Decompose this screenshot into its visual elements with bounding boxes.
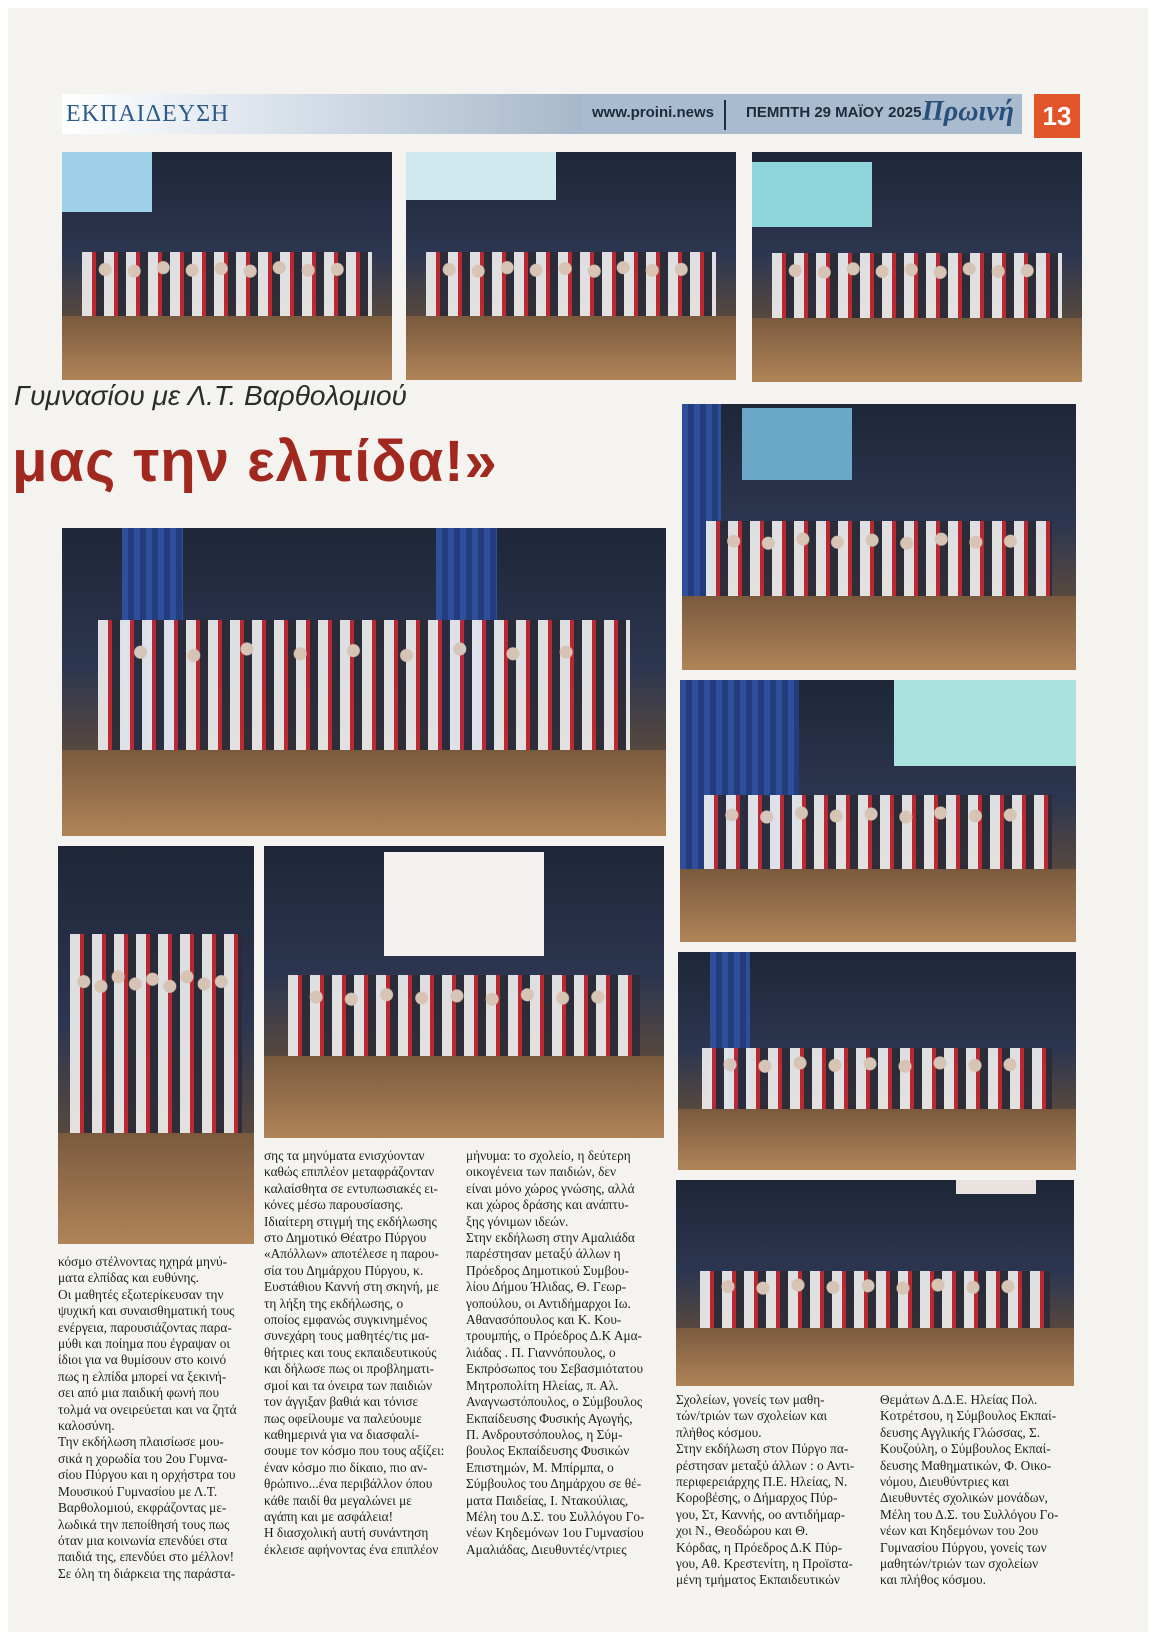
page-number: 13 xyxy=(1034,94,1080,138)
stage-floor xyxy=(752,318,1082,382)
article-line: κόνες μέσω παρουσίασης. xyxy=(264,1197,404,1213)
projection-screen xyxy=(384,852,544,956)
stage-floor xyxy=(406,316,736,380)
photo-group-on-stage xyxy=(62,528,666,836)
projection-screen xyxy=(894,680,1076,766)
article-line: Μουσικού Γυμνασίου με Λ.Τ. xyxy=(58,1483,218,1499)
article-line: συνεχάρη τους μαθητές/τις μα- xyxy=(264,1328,430,1344)
article-line: μύθι και ποίημα που έγραψαν οι xyxy=(58,1336,230,1352)
article-line: περιφερειάρχης Π.Ε. Ηλείας, Ν. xyxy=(676,1474,848,1490)
photo-students-seated-on-stage xyxy=(676,1180,1074,1386)
article-line: νέων Κηδεμόνων 1ου Γυμνασίου xyxy=(466,1525,644,1541)
article-line: τών/τριών των σχολείων και xyxy=(676,1408,828,1424)
projection-screen xyxy=(752,162,872,227)
projection-screen xyxy=(956,1180,1036,1194)
article-line: και χώρος δράσης και ανάπτυ- xyxy=(466,1197,629,1213)
article-line: ίδιοι για να θυμίσουν στο κοινό xyxy=(58,1352,227,1368)
article-line: Θεμάτων Δ.Δ.Ε. Ηλείας Πολ. xyxy=(880,1392,1038,1407)
article-column-2 xyxy=(264,1148,460,1558)
projection-screen xyxy=(406,152,556,200)
article-line: θήτριες και τους εκπαιδευτικούς xyxy=(264,1344,437,1360)
photo-choir-with-piano xyxy=(264,846,664,1138)
article-line: Εκπρόσωπος του Σεβασμιότατου xyxy=(466,1361,644,1377)
header-divider xyxy=(724,100,726,130)
article-column-4 xyxy=(676,1392,868,1589)
website-link[interactable]: www.proini.news xyxy=(592,104,714,121)
article-line: Γυμνασίου Πύργου, γονείς των xyxy=(880,1539,1047,1555)
stage-floor xyxy=(682,596,1076,670)
photo-stage-performance-1 xyxy=(62,152,392,380)
article-line: οποίος εμφανώς συγκινημένος xyxy=(264,1312,428,1328)
article-line: ενέργεια, παρουσιάζοντας παρα- xyxy=(58,1319,232,1335)
article-line: Σχολείων, γονείς των μαθη- xyxy=(676,1392,825,1407)
article-column-1 xyxy=(58,1254,254,1582)
article-line: ρέστησαν μεταξύ άλλων : ο Αντι- xyxy=(676,1457,855,1473)
article-line: σμοί και τα όνειρα των παιδιών xyxy=(264,1377,432,1393)
article-line: καθώς επιπλέον μεταφράζονταν xyxy=(264,1164,435,1180)
stage-floor xyxy=(58,1133,254,1244)
article-line: έκλεισε αφήνοντας ένα επιπλέον xyxy=(264,1541,439,1557)
photo-choir-with-screen xyxy=(682,404,1076,670)
article-line: μένη τμήματος Εκπαιδευτικών xyxy=(676,1572,840,1588)
article-line: πως οφείλουμε να παλεύουμε xyxy=(264,1410,422,1426)
article-line: Σύμβουλος του Δημάρχου σε θέ- xyxy=(466,1476,642,1492)
article-line: γοπούλου, οι Αντιδήμαρχοι Ιω. xyxy=(466,1295,631,1311)
article-line: μαθητών/τριών των σχολείων xyxy=(880,1556,1039,1572)
photo-choir-singing xyxy=(678,952,1076,1170)
article-line: σία του Δημάρχου Πύργου, κ. xyxy=(264,1262,424,1278)
article-line: Ευστάθιου Καννή στη σκηνή, με xyxy=(264,1279,440,1295)
article-line: σουμε τον κόσμο που τους αξίζει: xyxy=(264,1443,445,1459)
article-line: Ιδιαίτερη στιγμή της εκδήλωσης xyxy=(264,1213,437,1229)
article-line: ξης γόνιμων ιδεών. xyxy=(466,1213,569,1229)
article-line: θρώπινο...ένα περιβάλλον όπου xyxy=(264,1476,433,1492)
article-line: σει από μια παιδική φωνή που xyxy=(58,1385,220,1401)
photo-speaker-with-microphone xyxy=(58,846,254,1244)
article-line: καθημερινά για να διασφαλί- xyxy=(264,1426,420,1442)
article-line: σικά η χορωδία του 2ου Γυμνα- xyxy=(58,1450,228,1466)
article-line: τρουμπής, ο Πρόεδρος Δ.Κ Αμα- xyxy=(466,1328,642,1344)
article-line: λιάδας . Π. Γιαννόπουλος, ο xyxy=(466,1344,616,1360)
article-line: Βαρθολομιού, εκφράζοντας με- xyxy=(58,1500,227,1516)
article-line: τον άγγιξαν βαθιά και τόνισε xyxy=(264,1394,419,1410)
projection-screen xyxy=(742,408,852,480)
article-line: γου, Στ, Καννής, οο αντιδήμαρ- xyxy=(676,1506,846,1522)
article-line: δευσης Αγγλικής Γλώσσας, Σ. xyxy=(880,1424,1041,1440)
article-line: όταν μια κοινωνία επενδύει στα xyxy=(58,1532,228,1548)
article-line: Κουζούλη, ο Σύμβουλος Εκπαί- xyxy=(880,1441,1051,1457)
article-line: Διευθυντές σχολικών μονάδων, xyxy=(880,1490,1048,1506)
article-line: νόμου, Διευθύντριες και xyxy=(880,1474,1010,1490)
article-line: Μέλη του Δ.Σ. του Συλλόγου Γο- xyxy=(466,1508,645,1524)
headline-subtitle: Γυμνασίου με Λ.Τ. Βαρθολομιού xyxy=(14,380,407,411)
article-line: Επιστημών, Μ. Μπίρμπα, ο xyxy=(466,1459,614,1475)
article-line: και πλήθος κόσμου. xyxy=(880,1572,986,1588)
article-line: νέων και Κηδεμόνων του 2ου xyxy=(880,1523,1039,1539)
article-line: Στην εκδήλωση στην Αμαλιάδα xyxy=(466,1230,635,1246)
article-line: ματα ελπίδας και ευθύνης. xyxy=(58,1270,200,1286)
article-line: στο Δημοτικό Θέατρο Πύργου xyxy=(264,1230,427,1246)
photo-ribbon-dance xyxy=(406,152,736,380)
article-line: αγάπη και με ασφάλεια! xyxy=(264,1508,394,1524)
article-line: καλοσύνη. xyxy=(58,1418,115,1434)
article-line: Στην εκδήλωση στον Πύργο πα- xyxy=(676,1441,849,1457)
article-line: Κοτρέτσου, η Σύμβουλος Εκπαί- xyxy=(880,1408,1057,1424)
stage-floor xyxy=(678,1109,1076,1170)
article-line: βουλος Εκπαίδευσης Φυσικών xyxy=(466,1443,630,1459)
page-header xyxy=(62,94,1080,138)
article-line: είναι μόνο χώρος γνώσης, αλλά xyxy=(466,1180,635,1196)
article-line: πλήθος κόσμου. xyxy=(676,1424,762,1440)
article-line: Σε όλη τη διάρκεια της παράστα- xyxy=(58,1565,236,1581)
article-line: λωδικά την πεποίθησή τους πως xyxy=(58,1516,230,1532)
article-line: γου, Αθ. Κρεστενίτη, η Προϊστα- xyxy=(676,1556,853,1572)
article-line: καλαίσθητα σε εντυπωσιακές ει- xyxy=(264,1180,438,1196)
article-line: οικογένεια των παιδιών, δεν xyxy=(466,1164,617,1180)
article-line: παρέστησαν μεταξύ άλλων η xyxy=(466,1246,621,1262)
photo-students-on-stage xyxy=(752,152,1082,382)
article-line: κάθε παιδί θα μεγαλώνει με xyxy=(264,1492,412,1508)
photo-theatre-scene xyxy=(680,680,1076,942)
projection-screen xyxy=(62,152,152,212)
article-line: Μέλη του Δ.Σ. του Συλλόγου Γο- xyxy=(880,1506,1059,1522)
article-line: «Απόλλων» αποτέλεσε η παρου- xyxy=(264,1246,439,1262)
article-line: Η διασχολική αυτή συνάντηση xyxy=(264,1525,429,1541)
article-line: Εκπαίδευσης Φυσικής Αγωγής, xyxy=(466,1410,633,1426)
article-column-3 xyxy=(466,1148,662,1558)
headline-title: μας την ελπίδα!» xyxy=(12,429,498,494)
article-line: δευσης Μαθηματικών, Φ. Οικο- xyxy=(880,1457,1052,1473)
newspaper-logo: Πρωινή xyxy=(922,96,1015,127)
article-column-5 xyxy=(880,1392,1076,1589)
article-line: κόσμο στέλνοντας ηχηρά μηνύ- xyxy=(58,1254,228,1269)
article-line: Αθανασόπουλος και Κ. Κου- xyxy=(466,1312,622,1328)
article-line: Κοροβέσης, ο Δήμαρχος Πύρ- xyxy=(676,1490,838,1506)
issue-date: ΠΕΜΠΤΗ 29 ΜΑΪΟΥ 2025 xyxy=(746,104,922,121)
article-line: σίου Πύργου και η ορχήστρα του xyxy=(58,1467,236,1483)
article-line: Αναγνωστόπουλος, ο Σύμβουλος xyxy=(466,1394,643,1410)
article-line: έναν κόσμο πιο δίκαιο, πιο αν- xyxy=(264,1459,428,1475)
article-line: Π. Ανδρουτσόπουλος, η Σύμ- xyxy=(466,1426,623,1442)
article-line: Πρόεδρος Δημοτικού Συμβου- xyxy=(466,1262,629,1278)
article-line: Αμαλιάδας, Διευθυντές/ντριες xyxy=(466,1541,627,1557)
article-line: και δήλωσε πως οι προβληματι- xyxy=(264,1361,435,1377)
article-line: παιδιά της, επενδύει στο μέλλον! xyxy=(58,1549,235,1565)
stage-floor xyxy=(676,1328,1074,1386)
article-line: μήνυμα: το σχολείο, η δεύτερη xyxy=(466,1148,631,1163)
article-line: Την εκδήλωση πλαισίωσε μου- xyxy=(58,1434,224,1450)
article-line: πως η ελπίδα μπορεί να ξεκινή- xyxy=(58,1368,227,1384)
article-line: ματα Παιδείας, Ι. Ντακούλιας, xyxy=(466,1492,629,1508)
stage-floor xyxy=(264,1056,664,1138)
article-line: χοι Ν., Θεοδώρου και Θ. xyxy=(676,1523,809,1539)
article-line: σης τα μηνύματα ενισχύονταν xyxy=(264,1148,425,1163)
section-title: ΕΚΠΑΙΔΕΥΣΗ xyxy=(62,94,586,134)
article-line: λίου Δήμου Ήλιδας, Θ. Γεωρ- xyxy=(466,1279,627,1295)
stage-floor xyxy=(680,869,1076,942)
stage-floor xyxy=(62,750,666,836)
article-line: Μητροπολίτη Ηλείας, π. Αλ. xyxy=(466,1377,619,1393)
stage-floor xyxy=(62,316,392,380)
article-line: ψυχική και συναισθηματική τους xyxy=(58,1303,235,1319)
article-line: τολμά να ονειρεύεται και να ζητά xyxy=(58,1401,237,1417)
article-line: Οι μαθητές εξωτερίκευσαν την xyxy=(58,1286,224,1302)
article-line: τη λήξη της εκδήλωσης, ο xyxy=(264,1295,404,1311)
article-line: Κόρδας, η Πρόεδρος Δ.Κ Πύρ- xyxy=(676,1539,843,1555)
